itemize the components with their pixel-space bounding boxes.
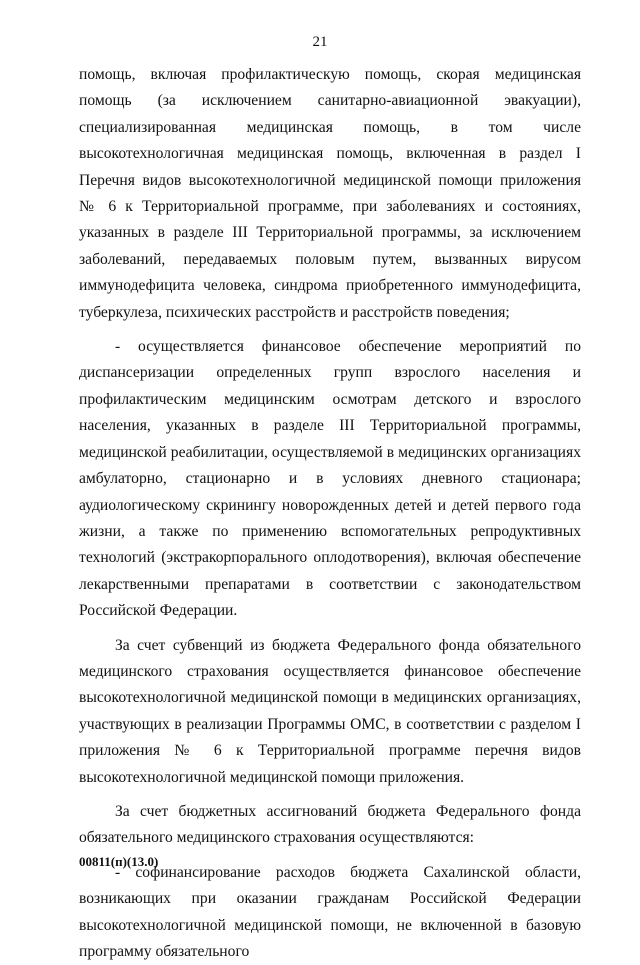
page-number: 21 [312,34,328,50]
paragraph-1: помощь, включая профилактическую помощь, скорая медицинская помощь (за исключением санитарно-авиационной эвакуации), специализированная медицинская помощь, в том числе высокотехнологичная медицинская помощь, включенная в раздел I Перечня видов высокотехнологичной медицинской помощи приложения № 6 к Территориальной программе, при заболеваниях и состояниях, указанных в разделе III Территориальной программы, за исключением заболеваний, передаваемых половым путем, вызванных вирусом иммунодефицита человека, синдрома приобретенного иммунодефицита, туберкулеза, психических расстройств и расстройств поведения; [79,66,581,321]
document-code: 00811(п)(13.0) [79,854,159,869]
paragraph-4: За счет бюджетных ассигнований бюджета Федерального фонда обязательного медицинского страхования осуществляются: [79,802,581,847]
document-body [79,62,581,965]
paragraph-3: За счет субвенций из бюджета Федерального фонда обязательного медицинского страхования осуществляется финансовое обеспечение высокотехнологичной медицинской помощи в медицинских организациях, участвующих в реализации Программы ОМС, в соответствии с разделом I приложения № 6 к Территориальной программе перечня видов высокотехнологичной медицинской помощи приложения. [79,636,581,786]
paragraph-5: - софинансирование расходов бюджета Сахалинской области, возникающих при оказании гражданам Российской Федерации высокотехнологичной медицинской помощи, не включенной в базовую программу обязательного [79,863,581,960]
paragraph-2: - осуществляется финансовое обеспечение мероприятий по диспансеризации определенных групп взрослого населения и профилактическим медицинским осмотрам детского и взрослого населения, указанных в разделе III Территориальной программы, медицинской реабилитации, осуществляемой в медицинских организациях амбулаторно, стационарно и в условиях дневного стационара; аудиологическому скринингу новорожденных детей и детей первого года жизни, а также по применению вспомогательных репродуктивных технологий (экстракорпорального оплодотворения), включая обеспечение лекарственными препаратами в соответствии с законодательством Российской Федерации. [79,338,581,620]
